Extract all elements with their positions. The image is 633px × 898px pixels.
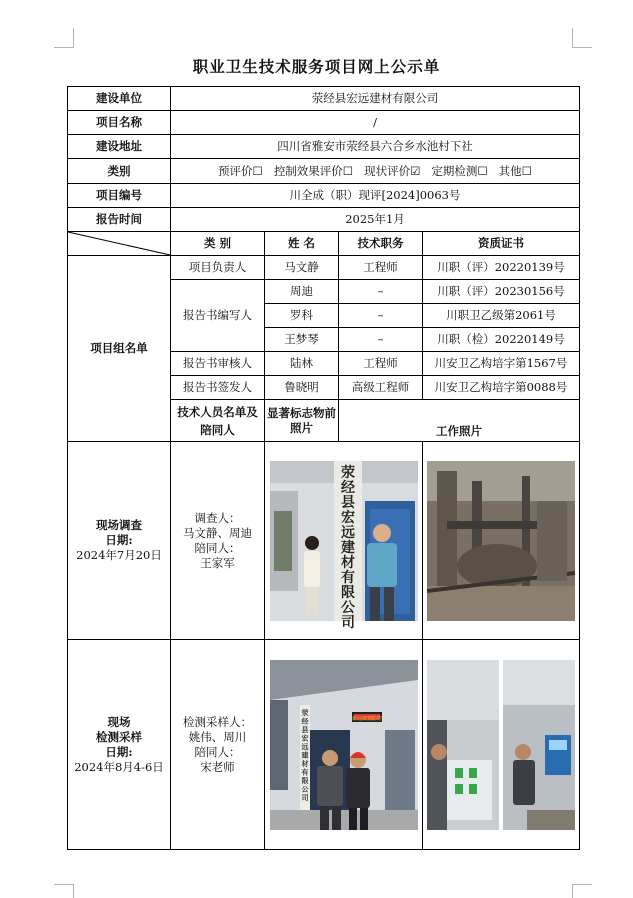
- member-cert: 川安卫乙构培字第0088号: [423, 376, 580, 400]
- report-time-value: 2025年1月: [171, 208, 580, 232]
- photos-header-staff: 技术人员名单及陪同人: [171, 400, 265, 442]
- crop-mark: [73, 884, 74, 898]
- project-name-value: /: [171, 111, 580, 135]
- project-name-label: 项目名称: [68, 111, 171, 135]
- sampling-landmark-photo-cell: [265, 640, 423, 850]
- crop-mark: [54, 884, 74, 885]
- team-group-label: 项目组名单: [68, 256, 171, 442]
- crop-mark: [572, 28, 573, 48]
- survey-companion: 王家军: [200, 555, 235, 570]
- survey-sign-text: 荥经县宏远建材有限公司: [340, 464, 355, 631]
- role-leader: 项目负责人: [171, 256, 265, 280]
- address-value: 四川省雅安市荥经县六合乡水池村下社: [171, 135, 580, 159]
- team-header-cert: 资质证书: [423, 232, 580, 256]
- category-option: 其他☐: [498, 163, 532, 178]
- survey-date: 2024年7月20日: [76, 548, 162, 562]
- survey-work-photo-cell: [423, 442, 580, 640]
- sampling-sampler-label: 检测采样人：: [183, 714, 252, 729]
- sampling-landmark-photo: [270, 660, 418, 830]
- category-option: 现状评价☑: [364, 163, 421, 178]
- crop-mark: [54, 47, 74, 48]
- member-name: 马文静: [265, 256, 339, 280]
- survey-work-photo: [427, 461, 575, 621]
- sampling-screen-text: 新冠疫情防控: [351, 715, 382, 722]
- member-title: 工程师: [339, 256, 423, 280]
- diagonal-line: [68, 232, 170, 255]
- member-name: 陆林: [265, 352, 339, 376]
- category-option: 预评价☐: [218, 163, 263, 178]
- sampling-label-2: 检测采样: [96, 729, 142, 744]
- survey-landmark-photo-cell: [265, 442, 423, 640]
- photos-header-work: 工作照片: [339, 400, 580, 442]
- sampling-date-label: 日期:: [105, 744, 133, 759]
- member-name: 周迪: [265, 280, 339, 304]
- sampling-sign-text: 荥经县宏远建材有限公司: [301, 707, 308, 802]
- member-name: 王梦琴: [265, 328, 339, 352]
- construction-unit-label: 建设单位: [68, 87, 171, 111]
- crop-mark: [572, 884, 592, 885]
- survey-companion-label: 陪同人：: [194, 540, 241, 555]
- sampling-work-photo-cell: [423, 640, 580, 850]
- category-options: [171, 159, 580, 184]
- member-title: 工程师: [339, 352, 423, 376]
- report-time-label: 报告时间: [68, 208, 171, 232]
- survey-investigator-label: 调查人：: [194, 510, 241, 525]
- sampling-companion: 宋老师: [200, 759, 235, 774]
- member-title: –: [339, 328, 423, 352]
- diagonal-cell: [68, 232, 171, 256]
- survey-landmark-photo: [270, 461, 418, 631]
- survey-date-cell: [68, 442, 171, 640]
- member-title: 高级工程师: [339, 376, 423, 400]
- sampling-date: 2024年8月4-6日: [74, 759, 164, 774]
- photos-header-landmark: 显著标志物前照片: [265, 400, 339, 442]
- member-cert: 川安卫乙构培字第1567号: [423, 352, 580, 376]
- sampling-samplers: 姚伟、周川: [188, 729, 247, 744]
- project-no-label: 项目编号: [68, 184, 171, 208]
- team-header-title: 技术职务: [339, 232, 423, 256]
- sampling-staff-cell: [171, 640, 265, 850]
- survey-date-label: 日期:: [105, 533, 133, 547]
- project-no-value: 川全成（职）现评[2024]0063号: [171, 184, 580, 208]
- survey-label: 现场调查: [96, 518, 142, 532]
- team-header-category: 类 别: [171, 232, 265, 256]
- sampling-companion-label: 陪同人：: [194, 744, 241, 759]
- crop-mark: [572, 884, 573, 898]
- member-name: 鲁晓明: [265, 376, 339, 400]
- member-title: –: [339, 304, 423, 328]
- survey-staff-cell: [171, 442, 265, 640]
- category-label: 类别: [68, 159, 171, 184]
- crop-mark: [73, 28, 74, 48]
- disclosure-table: [67, 86, 580, 850]
- member-name: 罗科: [265, 304, 339, 328]
- category-option: 定期检测☐: [431, 163, 488, 178]
- role-reviewer: 报告书审核人: [171, 352, 265, 376]
- page-title: 职业卫生技术服务项目网上公示单: [192, 57, 441, 76]
- address-label: 建设地址: [68, 135, 171, 159]
- member-title: –: [339, 280, 423, 304]
- survey-investigators: 马文静、周迪: [183, 525, 252, 540]
- team-header-name: 姓 名: [265, 232, 339, 256]
- construction-unit-value: 荥经县宏远建材有限公司: [171, 87, 580, 111]
- category-option: 控制效果评价☐: [273, 163, 354, 178]
- member-cert: 川职（评）20220139号: [423, 256, 580, 280]
- member-cert: 川职（检）20220149号: [423, 328, 580, 352]
- member-cert: 川职（评）20230156号: [423, 280, 580, 304]
- sampling-label-1: 现场: [107, 714, 131, 729]
- role-issuer: 报告书签发人: [171, 376, 265, 400]
- crop-mark: [572, 47, 592, 48]
- sampling-work-photo: [427, 660, 575, 830]
- sampling-date-cell: [68, 640, 171, 850]
- role-writer: 报告书编写人: [171, 280, 265, 352]
- member-cert: 川职卫乙级第2061号: [423, 304, 580, 328]
